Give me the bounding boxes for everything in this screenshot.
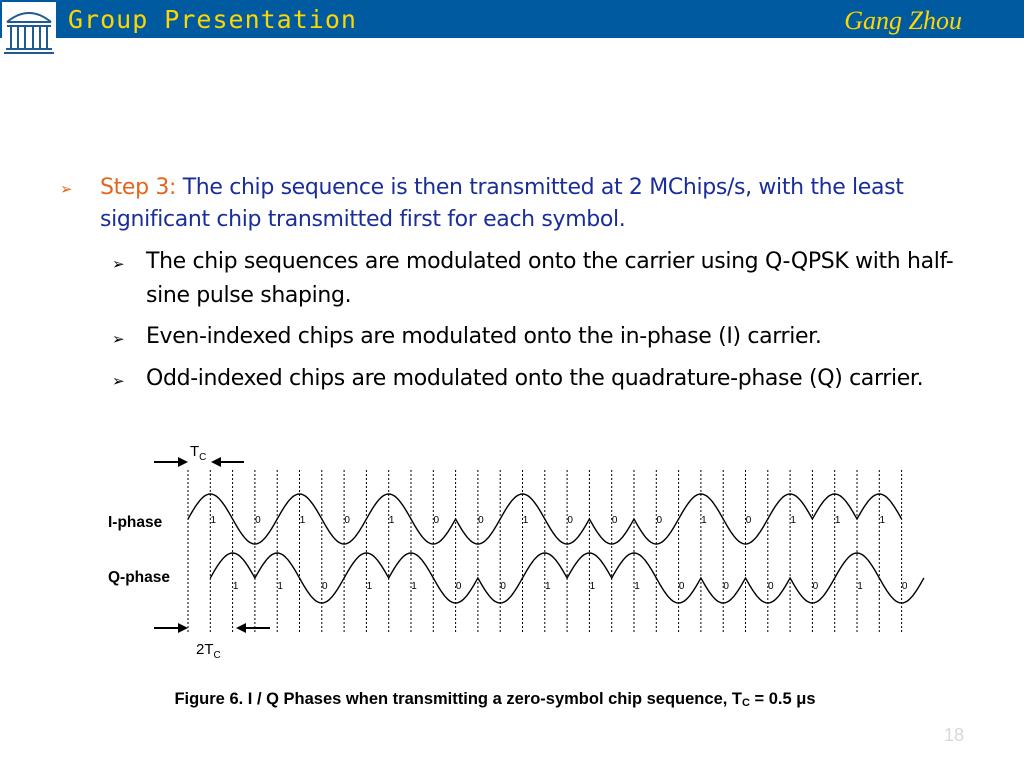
i-phase-chip-5: 0 [433, 515, 440, 526]
two-tc-marker [154, 623, 270, 661]
q-phase-chip-15: 0 [901, 581, 908, 592]
q-phase-chip-4: 1 [411, 581, 417, 592]
svg-text:2TC [196, 641, 221, 661]
tc-marker [154, 443, 244, 467]
arrow-left-icon [236, 623, 246, 633]
sub-bullet-even-chips: Even-indexed chips are modulated onto the in-phase (I) carrier. [146, 324, 822, 349]
i-phase-chip-0: 1 [210, 515, 217, 526]
sub-bullet-odd-chips: Odd-indexed chips are modulated onto the quadrature-phase (Q) carrier. [146, 366, 924, 391]
q-phase-label: Q-phase [108, 569, 171, 586]
arrowhead-bullet-icon: ➢ [112, 255, 125, 273]
arrow-left-icon [211, 457, 221, 467]
i-phase-chip-14: 1 [834, 515, 841, 526]
q-phase-chip-10: 0 [678, 581, 685, 592]
chip-gridlines [188, 470, 902, 632]
i-phase-chip-3: 0 [344, 515, 350, 526]
caption-subscript: C [742, 697, 750, 709]
i-phase-chip-9: 0 [611, 515, 618, 526]
step-text: The chip sequence is then transmitted at 2 MChips/s, with the least significant chip transmitted first for each symbol. [100, 175, 904, 232]
q-phase-chip-11: 0 [723, 581, 729, 592]
tc-subscript: C [199, 452, 207, 463]
arrow-right-icon [178, 457, 188, 467]
i-phase-chip-13: 1 [790, 515, 796, 526]
i-phase-chip-8: 0 [567, 515, 573, 526]
q-phase-chip-13: 0 [812, 581, 819, 592]
i-phase-chip-12: 0 [745, 515, 752, 526]
i-phase-chip-10: 0 [656, 515, 663, 526]
i-phase-chip-2: 1 [299, 515, 306, 526]
deck-author: Gang Zhou [844, 6, 962, 35]
q-phase-chip-5: 0 [455, 581, 462, 592]
caption-tail: = 0.5 μs [749, 690, 816, 708]
step-label: Step 3: [100, 175, 177, 200]
q-phase-chip-0: 1 [232, 581, 239, 592]
q-phase-chip-labels [233, 581, 908, 592]
arrowhead-bullet-icon: ➢ [112, 330, 125, 348]
q-phase-chip-6: 0 [500, 581, 506, 592]
i-phase-chip-11: 1 [701, 515, 707, 526]
q-phase-chip-9: 1 [634, 581, 640, 592]
i-phase-chip-15: 1 [879, 515, 886, 526]
tc-label: T [190, 443, 200, 460]
svg-text:TC [190, 443, 206, 463]
i-phase-chip-1: 0 [255, 515, 261, 526]
i-phase-chip-6: 0 [478, 515, 484, 526]
q-phase-chip-2: 0 [322, 581, 328, 592]
q-phase-chip-8: 1 [589, 581, 596, 592]
caption-main: Figure 6. I / Q Phases when transmitting a zero-symbol chip sequence, T [174, 690, 742, 708]
arrowhead-bullet-icon: ➢ [60, 180, 73, 198]
q-phase-chip-7: 1 [545, 581, 551, 592]
figure-caption [0, 690, 990, 709]
sub-bullet-modulation: The chip sequences are modulated onto the carrier using Q-QPSK with half-sine pulse shaping. [146, 249, 954, 308]
arrow-right-icon [178, 623, 188, 633]
q-phase-chip-1: 1 [277, 581, 283, 592]
q-phase-chip-14: 1 [857, 581, 863, 592]
i-phase-chip-7: 1 [522, 515, 529, 526]
q-phase-chip-12: 0 [768, 581, 774, 592]
i-phase-chip-4: 1 [388, 515, 395, 526]
two-tc-subscript: C [213, 650, 221, 661]
arrowhead-bullet-icon: ➢ [112, 372, 125, 390]
q-phase-chip-3: 1 [366, 581, 373, 592]
i-phase-label: I-phase [108, 514, 163, 531]
page-number: 18 [943, 725, 964, 745]
two-tc-label: 2T [196, 641, 214, 658]
deck-title: Group Presentation [68, 5, 357, 34]
